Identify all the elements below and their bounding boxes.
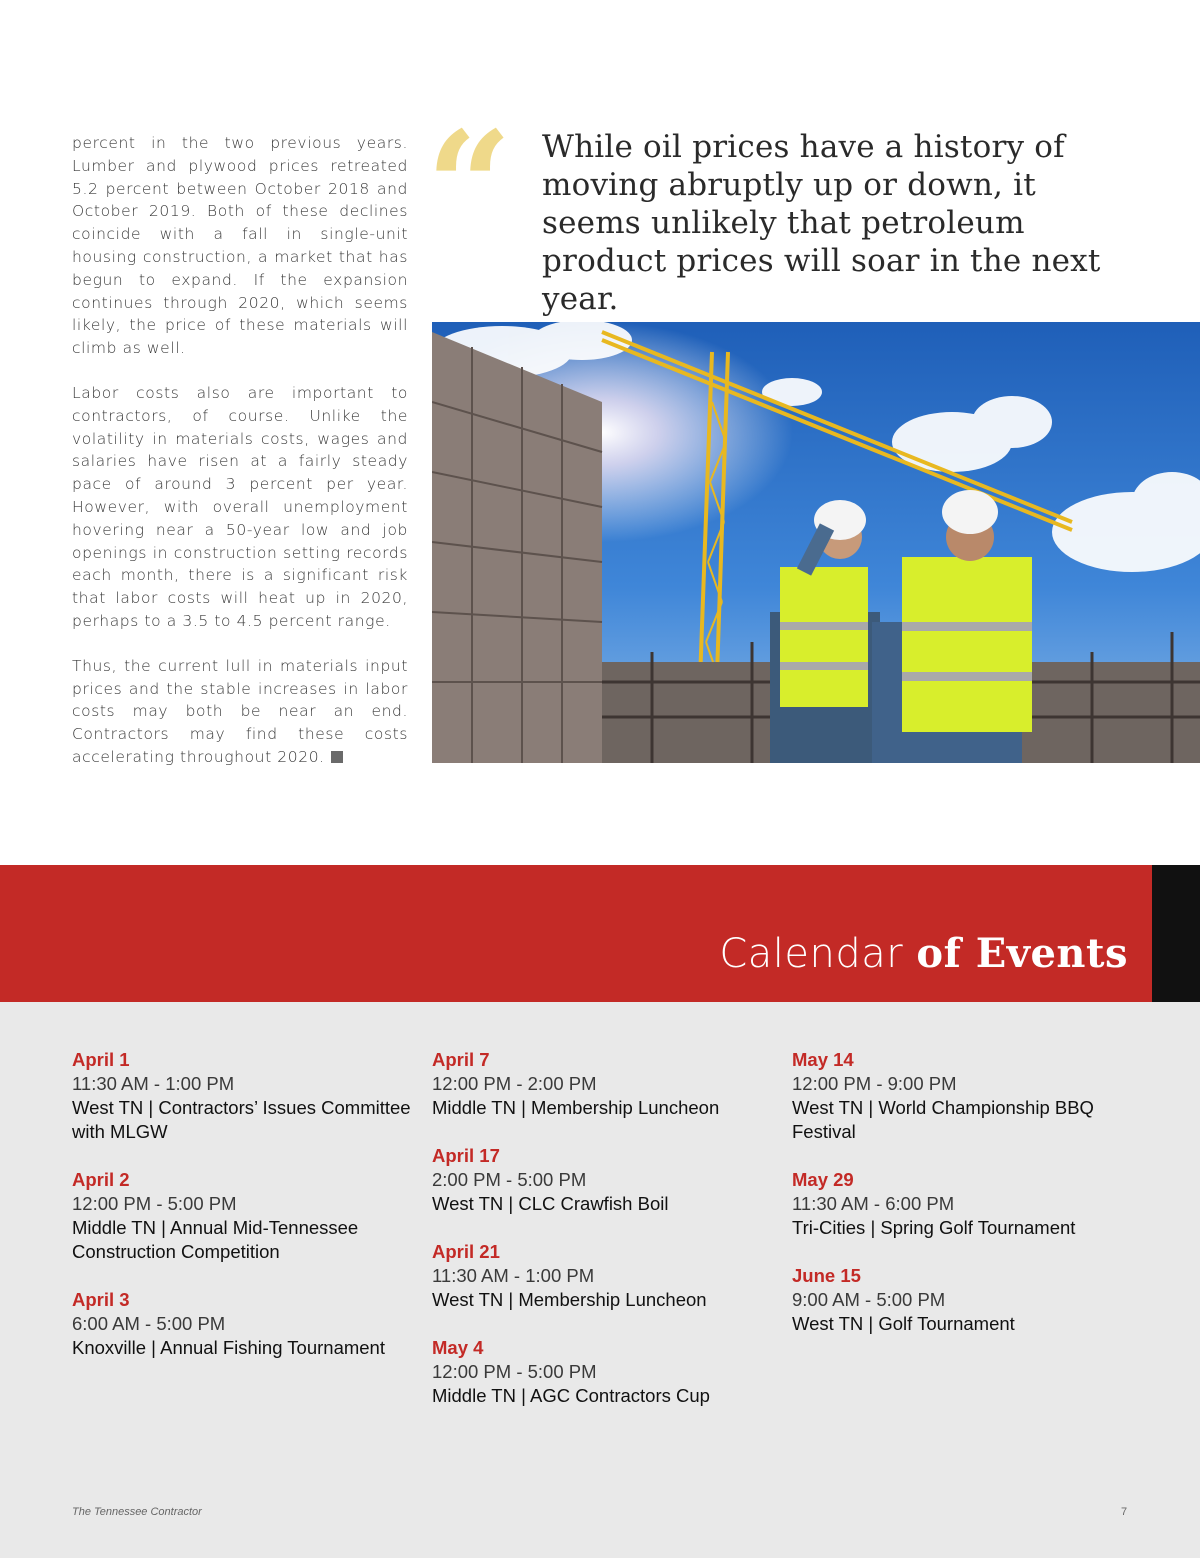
event-time: 11:30 AM - 6:00 PM xyxy=(792,1193,955,1214)
event-name: Knoxville | Annual Fishing Tournament xyxy=(72,1337,385,1358)
event-time: 6:00 AM - 5:00 PM xyxy=(72,1313,226,1334)
quote-mark: “ xyxy=(426,99,513,275)
event-item xyxy=(432,1144,782,1216)
event-time: 11:30 AM - 1:00 PM xyxy=(432,1265,595,1286)
article-body xyxy=(72,132,408,791)
event-date: April 3 xyxy=(72,1289,130,1310)
event-item xyxy=(432,1240,782,1312)
event-item xyxy=(432,1048,782,1120)
construction-photo-illustration xyxy=(432,322,1200,763)
event-date: April 2 xyxy=(72,1169,130,1190)
event-time: 12:00 PM - 2:00 PM xyxy=(432,1073,597,1094)
event-name: Tri-Cities | Spring Golf Tournament xyxy=(792,1217,1076,1238)
article-paragraph-text: Thus, the current lull in materials input prices and the stable increases in labor costs may both be near an end. Contractors may find these costs accelerating throughout 2020. xyxy=(72,656,408,766)
event-date: April 17 xyxy=(432,1145,500,1166)
event-name: Middle TN | Membership Luncheon xyxy=(432,1097,720,1118)
event-date: May 29 xyxy=(792,1169,854,1190)
event-name: West TN | CLC Crawfish Boil xyxy=(432,1193,669,1214)
event-item xyxy=(72,1168,422,1264)
event-item xyxy=(72,1048,422,1144)
construction-site-photo xyxy=(432,322,1200,763)
banner-black-tab xyxy=(1152,865,1200,1002)
article-paragraph: percent in the two previous years. Lumber and plywood prices retreated 5.2 percent between October 2018 and October 2019. Both of these declines coincide with a fall in single-unit housing construction, a market that has begun to expand. If the expansion continues through 2020, which seems likely, the price of these materials will climb as well. xyxy=(72,134,408,358)
event-item xyxy=(432,1336,782,1408)
event-date: June 15 xyxy=(792,1265,861,1286)
event-item xyxy=(792,1264,1142,1336)
article-paragraph xyxy=(72,655,408,769)
events-column-1 xyxy=(72,1048,422,1384)
event-item xyxy=(72,1288,422,1360)
event-name: West TN | Contractors’ Issues Committee with MLGW xyxy=(72,1097,411,1142)
event-item xyxy=(792,1168,1142,1240)
publication-name: The Tennessee Contractor xyxy=(72,1506,202,1518)
event-time: 11:30 AM - 1:00 PM xyxy=(72,1073,235,1094)
event-date: April 1 xyxy=(72,1049,130,1070)
events-column-3 xyxy=(792,1048,1142,1360)
event-date: May 4 xyxy=(432,1337,484,1358)
article-paragraph: Labor costs also are important to contractors, of course. Unlike the volatility in materials costs, wages and salaries have risen at a fairly steady pace of around 3 percent per year. However, with overall unemployment hovering near a 50-year low and job openings in construction setting records each month, there is a significant risk that labor costs will heat up in 2020, perhaps to a 3.5 to 4.5 percent range. xyxy=(72,383,408,630)
event-name: Middle TN | AGC Contractors Cup xyxy=(432,1385,710,1406)
event-name: West TN | Membership Luncheon xyxy=(432,1289,707,1310)
event-date: May 14 xyxy=(792,1049,854,1070)
event-time: 9:00 AM - 5:00 PM xyxy=(792,1289,946,1310)
event-time: 12:00 PM - 5:00 PM xyxy=(72,1193,237,1214)
event-date: April 7 xyxy=(432,1049,490,1070)
event-time: 12:00 PM - 9:00 PM xyxy=(792,1073,957,1094)
event-name: West TN | World Championship BBQ Festival xyxy=(792,1097,1094,1142)
event-name: Middle TN | Annual Mid-Tennessee Construction Competition xyxy=(72,1217,359,1262)
events-column-2 xyxy=(432,1048,782,1432)
event-time: 2:00 PM - 5:00 PM xyxy=(432,1169,587,1190)
event-name: West TN | Golf Tournament xyxy=(792,1313,1015,1334)
event-item xyxy=(792,1048,1142,1144)
pull-quote: While oil prices have a history of moving abruptly up or down, it seems unlikely that petroleum product prices will soar in the next year. xyxy=(542,129,1101,317)
end-of-article-square-icon xyxy=(331,751,343,763)
page-number: 7 xyxy=(1121,1506,1128,1518)
event-time: 12:00 PM - 5:00 PM xyxy=(432,1361,597,1382)
event-date: April 21 xyxy=(432,1241,500,1262)
calendar-title: Calendar of Events xyxy=(719,930,1128,977)
